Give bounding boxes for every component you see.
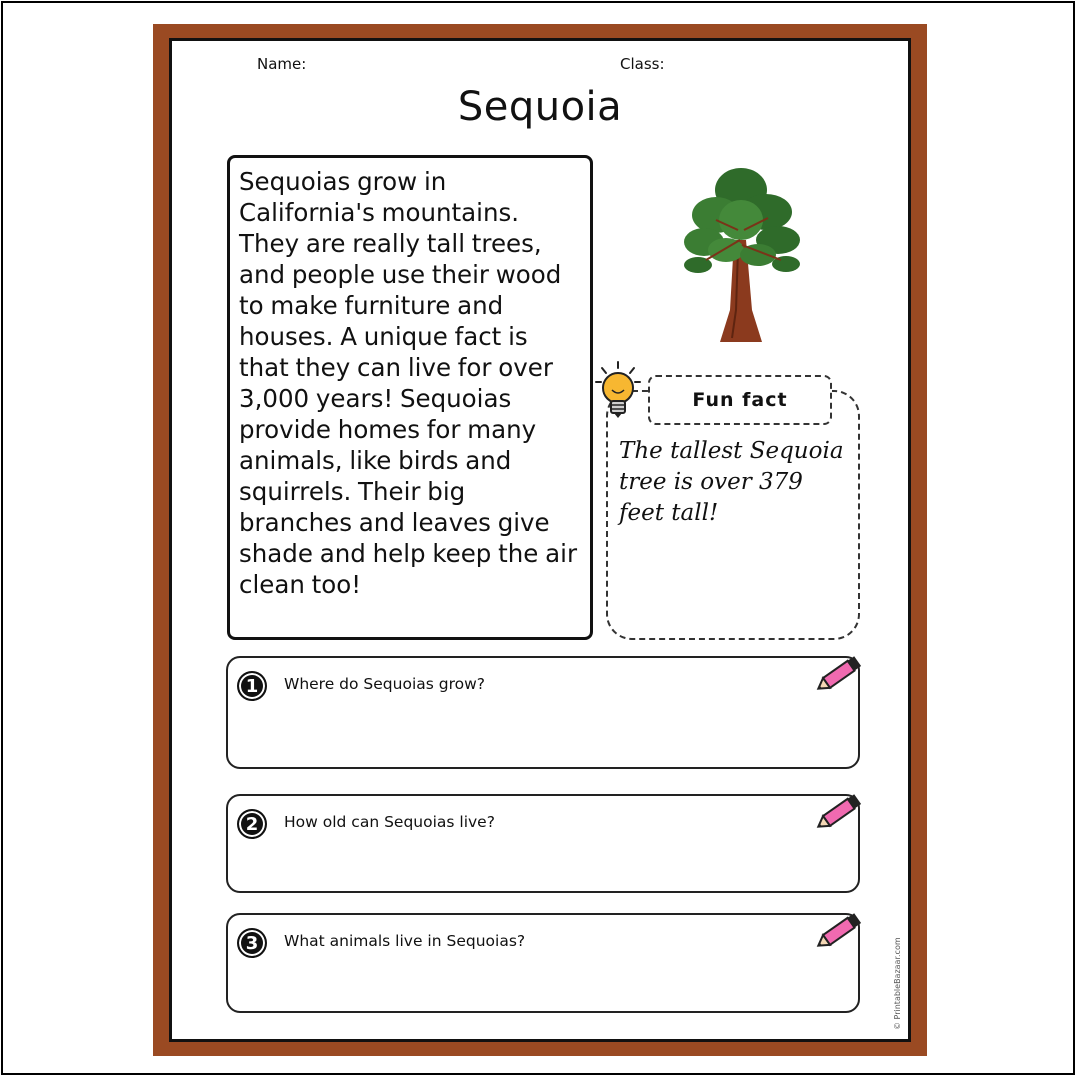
fun-fact-heading-tab: [648, 375, 832, 425]
question-text: What animals live in Sequoias?: [284, 932, 526, 950]
question-number-badge: 3: [237, 928, 267, 958]
lightbulb-icon: [594, 360, 642, 422]
copyright-notice: © PrintableBazaar.com: [893, 937, 902, 1030]
question-number-badge: 2: [237, 809, 267, 839]
question-box-3[interactable]: [226, 913, 860, 1013]
pencil-icon: [814, 650, 868, 698]
question-text: How old can Sequoias live?: [284, 813, 495, 831]
question-number-badge: 1: [237, 671, 267, 701]
name-label: Name:: [257, 55, 307, 73]
pencil-icon: [814, 907, 868, 955]
fun-fact-text: The tallest Sequoia tree is over 379 feet tall!: [619, 438, 844, 526]
passage-box: [227, 155, 593, 640]
question-text: Where do Sequoias grow?: [284, 675, 486, 693]
question-box-1[interactable]: [226, 656, 860, 769]
page-title: Sequoia: [457, 84, 623, 130]
passage-text: Sequoias grow in California's mountains. They are really tall trees, and people use their wood to make furniture and houses. A unique fact is that they can live for over 3,000 years! Sequoias provide homes for many animals, like birds and squirrels. Their big branches and leaves give shade and help keep the air clean too!: [239, 167, 578, 599]
class-label: Class:: [620, 55, 665, 73]
question-box-2[interactable]: [226, 794, 860, 893]
fun-fact-heading: Fun fact: [692, 389, 788, 411]
sequoia-tree-icon: [676, 160, 806, 350]
pencil-icon: [814, 788, 868, 836]
